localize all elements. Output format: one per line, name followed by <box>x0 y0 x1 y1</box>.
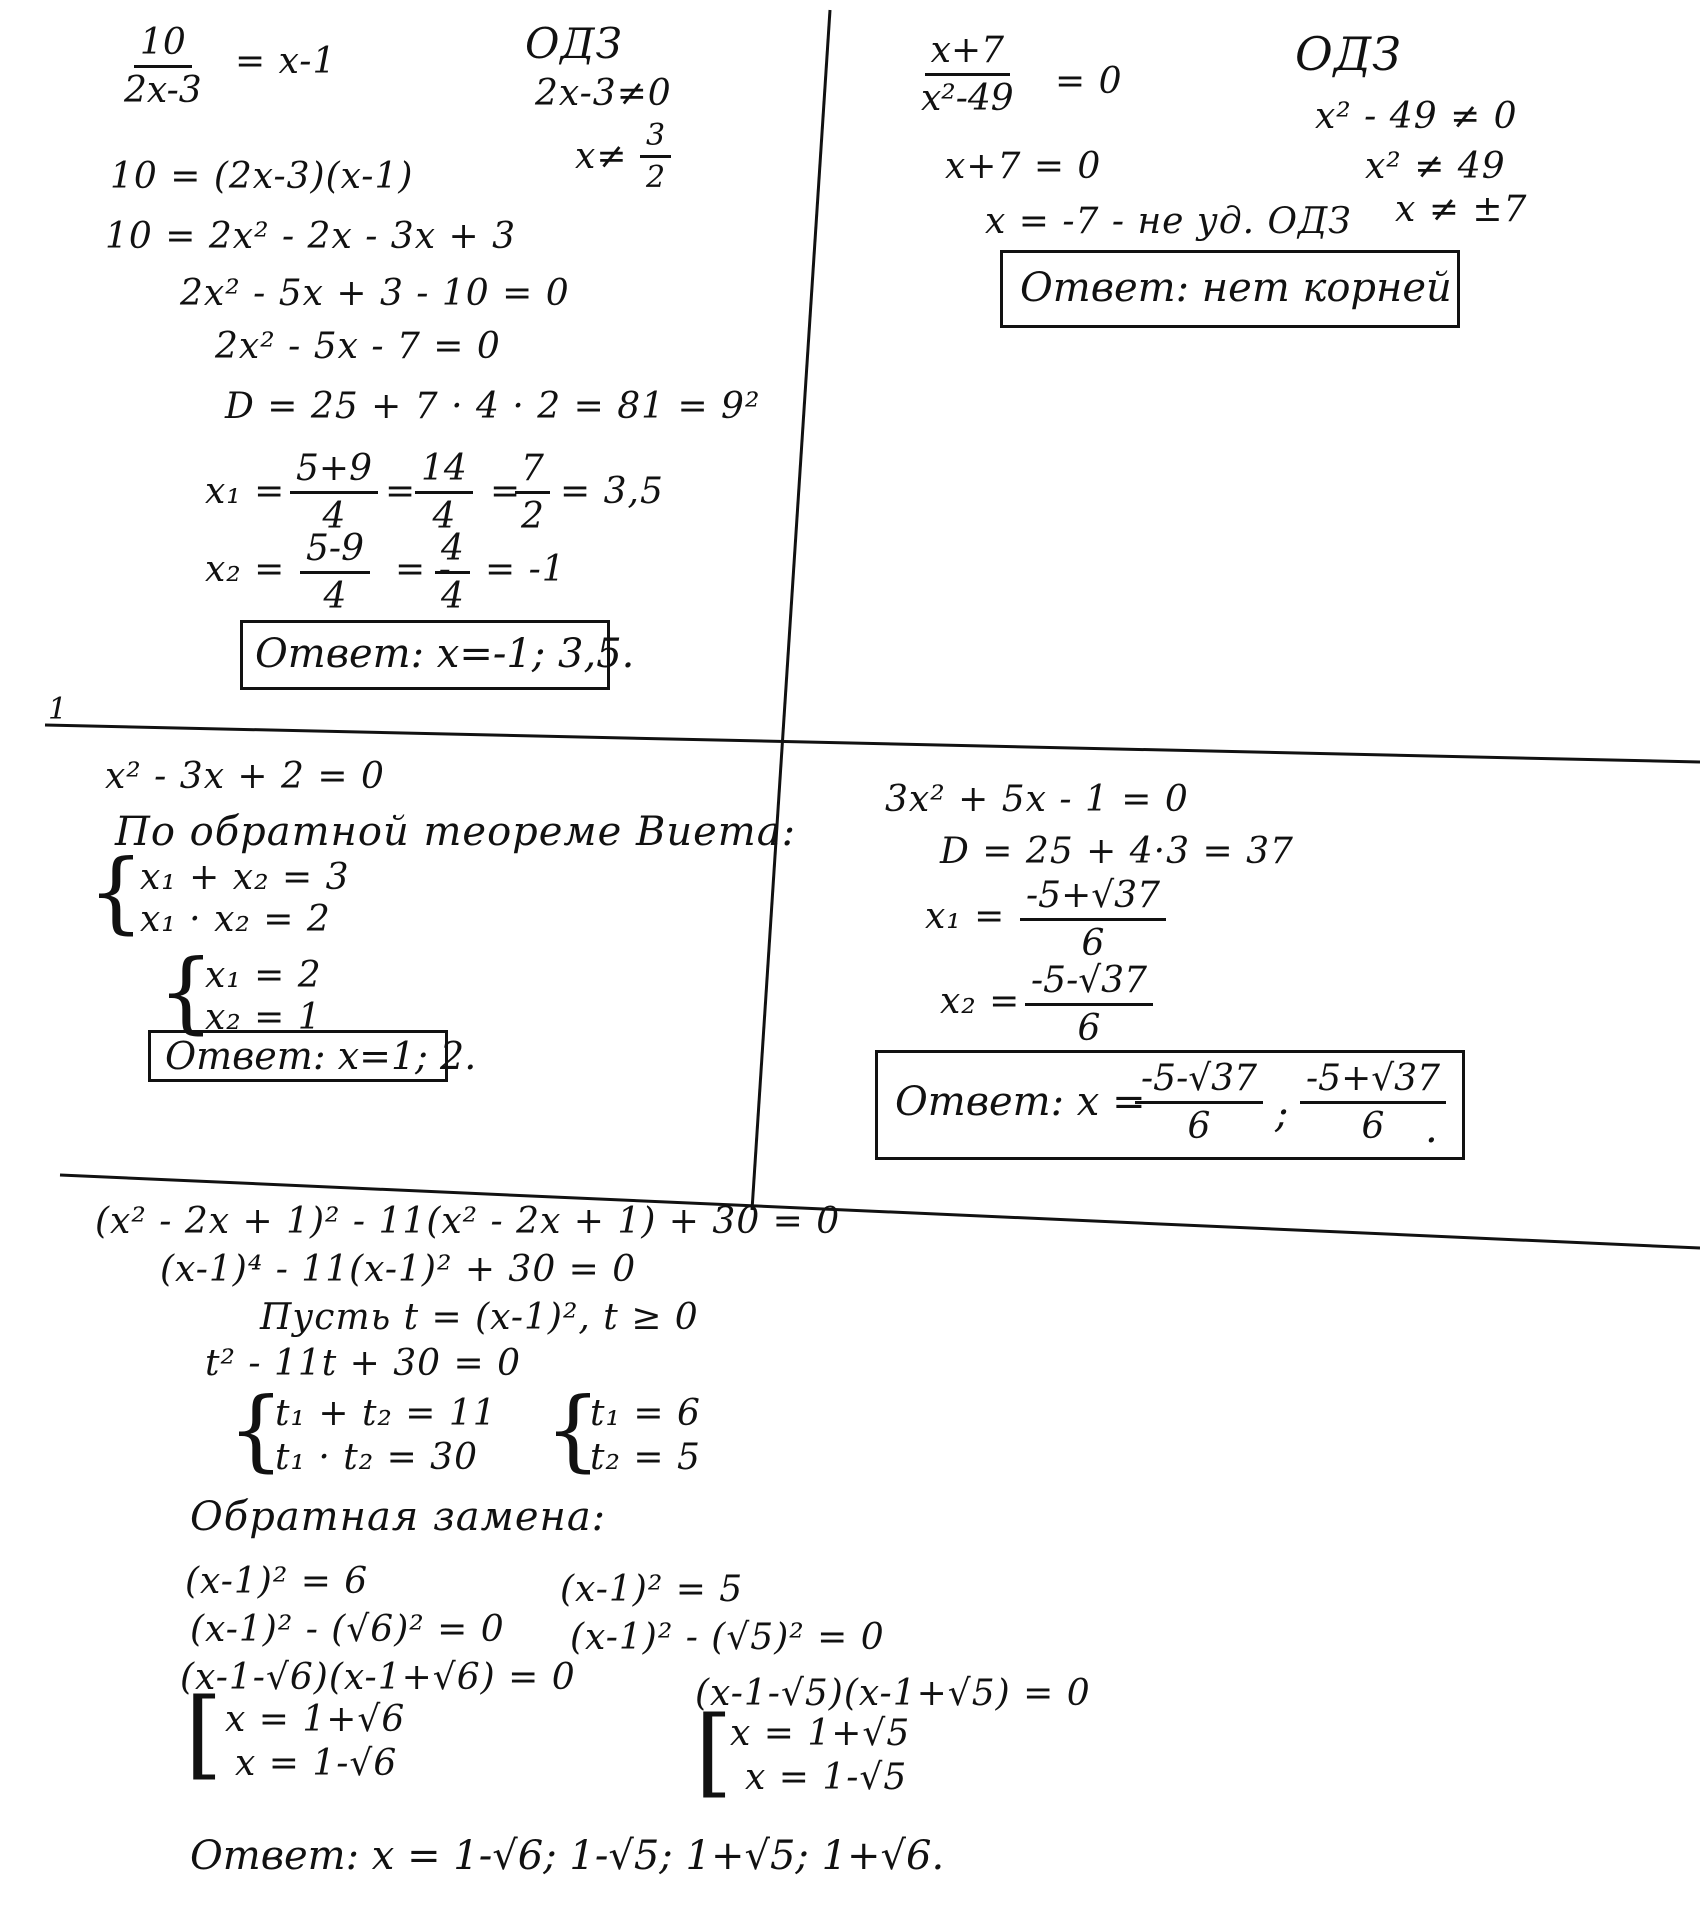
p1-odz-numerator: 3 <box>640 118 671 158</box>
p2-eq-denominator: x²-49 <box>921 78 1014 119</box>
p5-right-line-3: (x-1-√5)(x-1+√5) = 0 <box>695 1673 1091 1714</box>
p4-x1-numerator: -5+√37 <box>1020 875 1166 921</box>
p5-back-substitution: Обратная замена: <box>190 1494 607 1540</box>
p4-ans-f2-num: -5+√37 <box>1300 1058 1446 1104</box>
p1-step-1: 10 = (2x-3)(x-1) <box>110 156 414 197</box>
p1-eq-denominator: 2x-3 <box>124 70 202 111</box>
p3-answer: Ответ: x=1; 2. <box>165 1034 477 1078</box>
p3-system-2-line-b: x₂ = 1 <box>205 997 322 1038</box>
p4-discriminant: D = 25 + 4·3 = 37 <box>940 831 1294 872</box>
p1-x2-tail: = -1 <box>485 549 566 590</box>
p1-x1-lhs: x₁ = <box>205 471 286 512</box>
p5-left-bracket: [ <box>185 1678 223 1790</box>
p1-odz-line-2-lhs: x≠ <box>575 136 628 177</box>
p1-x1-f3-den: 2 <box>521 496 544 537</box>
p1-x2-fraction-2 <box>435 528 470 617</box>
p1-odz-fraction <box>640 118 671 195</box>
p1-x1-f3-num: 7 <box>515 448 550 494</box>
p3-marker: 1 <box>48 692 69 727</box>
p1-x1-fraction-1 <box>290 448 378 537</box>
p4-answer-fraction-1 <box>1135 1058 1263 1147</box>
p3-vieta-caption: По обратной теореме Виета: <box>115 809 797 855</box>
p4-answer-lhs: Ответ: x = <box>895 1079 1146 1125</box>
p5-right-root-b: x = 1-√5 <box>745 1757 908 1798</box>
p5-right-bracket: [ <box>695 1696 733 1808</box>
p4-x2-lhs: x₂ = <box>940 981 1021 1022</box>
p2-odz-line-3: x ≠ ±7 <box>1395 189 1528 230</box>
p4-x1-denominator: 6 <box>1081 923 1105 964</box>
p5-step-3: Пусть t = (x-1)², t ≥ 0 <box>260 1297 699 1338</box>
vertical-divider <box>752 10 830 1210</box>
p2-step-2: x = -7 - не уд. ОДЗ <box>985 201 1352 242</box>
p2-odz-line-1: x² - 49 ≠ 0 <box>1315 96 1518 137</box>
p4-answer-separator: ; <box>1275 1091 1289 1137</box>
p4-ans-f1-den: 6 <box>1187 1106 1211 1147</box>
p1-x2-f2-num: 4 <box>435 528 470 574</box>
p1-eq-numerator: 10 <box>134 22 192 68</box>
p4-x2-numerator: -5-√37 <box>1025 960 1153 1006</box>
p2-eq-rhs: = 0 <box>1055 61 1123 102</box>
p4-x1-fraction <box>1020 875 1166 964</box>
p3-system-1-brace: { <box>88 840 144 943</box>
p1-step-2: 10 = 2x² - 2x - 3x + 3 <box>105 216 516 257</box>
p5-system-2-line-a: t₁ = 6 <box>590 1393 701 1434</box>
p4-equation: 3x² + 5x - 1 = 0 <box>885 779 1189 820</box>
p5-right-root-a: x = 1+√5 <box>730 1713 911 1754</box>
p2-eq-numerator: x+7 <box>925 30 1010 76</box>
p1-odz-denominator: 2 <box>646 160 666 195</box>
p1-answer: Ответ: x=-1; 3,5. <box>255 631 635 677</box>
p1-odz-title: ОДЗ <box>525 19 623 68</box>
p5-system-1-line-a: t₁ + t₂ = 11 <box>275 1393 497 1434</box>
p1-step-5: D = 25 + 7 · 4 · 2 = 81 = 9² <box>225 386 761 427</box>
p1-x2-f2-den: 4 <box>441 576 464 617</box>
p1-step-4: 2x² - 5x - 7 = 0 <box>215 326 501 367</box>
p1-x1-f2-num: 14 <box>415 448 473 494</box>
p2-step-1: x+7 = 0 <box>945 146 1102 187</box>
p3-equation: x² - 3x + 2 = 0 <box>105 756 385 797</box>
p4-x2-fraction <box>1025 960 1153 1049</box>
p5-step-1: (x² - 2x + 1)² - 11(x² - 2x + 1) + 30 = 0 <box>95 1201 841 1242</box>
p2-answer: Ответ: нет корней <box>1020 265 1452 311</box>
p5-step-4: t² - 11t + 30 = 0 <box>205 1343 522 1384</box>
p4-ans-f2-den: 6 <box>1361 1106 1385 1147</box>
p1-x2-mid: = - <box>395 549 452 590</box>
p5-right-line-2: (x-1)² - (√5)² = 0 <box>570 1617 885 1658</box>
p1-x2-f1-num: 5-9 <box>300 528 370 574</box>
p5-right-line-1: (x-1)² = 5 <box>560 1569 744 1610</box>
p5-answer: Ответ: x = 1-√6; 1-√5; 1+√5; 1+√6. <box>190 1833 945 1879</box>
p4-x2-denominator: 6 <box>1077 1008 1101 1049</box>
p5-system-1-line-b: t₁ · t₂ = 30 <box>275 1437 478 1478</box>
p1-x1-fraction-2 <box>415 448 473 537</box>
p2-odz-title: ОДЗ <box>1295 27 1402 81</box>
p5-left-line-1: (x-1)² = 6 <box>185 1561 369 1602</box>
p5-left-root-a: x = 1+√6 <box>225 1699 406 1740</box>
p1-odz-line-1: 2x-3≠0 <box>535 73 672 114</box>
p1-x1-f2-den: 4 <box>432 496 456 537</box>
p5-left-line-3: (x-1-√6)(x-1+√6) = 0 <box>180 1657 576 1698</box>
p2-equation-fraction <box>915 30 1020 119</box>
p3-system-2-line-a: x₁ = 2 <box>205 955 322 996</box>
p1-equation-fraction <box>118 22 208 111</box>
p5-left-root-b: x = 1-√6 <box>235 1743 398 1784</box>
p1-x1-fraction-3 <box>515 448 550 537</box>
p2-odz-line-2: x² ≠ 49 <box>1365 146 1506 187</box>
p5-left-line-2: (x-1)² - (√6)² = 0 <box>190 1609 505 1650</box>
p1-x1-f1-den: 4 <box>322 496 346 537</box>
p4-ans-f1-num: -5-√37 <box>1135 1058 1263 1104</box>
p1-x1-eq2: = <box>490 471 522 512</box>
p4-answer-end: . <box>1425 1106 1438 1152</box>
p1-x2-fraction-1 <box>300 528 370 617</box>
p3-system-1-line-b: x₁ · x₂ = 2 <box>140 899 331 940</box>
p1-eq-rhs: = x-1 <box>235 41 337 82</box>
p5-step-2: (x-1)⁴ - 11(x-1)² + 30 = 0 <box>160 1249 637 1290</box>
p5-system-1-brace: { <box>228 1378 284 1481</box>
p1-step-3: 2x² - 5x + 3 - 10 = 0 <box>180 273 570 314</box>
p1-x1-tail: = 3,5 <box>560 471 664 512</box>
p1-x1-eq: = <box>385 471 417 512</box>
p3-system-1-line-a: x₁ + x₂ = 3 <box>140 857 350 898</box>
p1-x2-f1-den: 4 <box>323 576 347 617</box>
p3-system-2-brace: { <box>158 940 214 1043</box>
p1-x1-f1-num: 5+9 <box>290 448 378 494</box>
p4-x1-lhs: x₁ = <box>925 896 1006 937</box>
p5-system-2-line-b: t₂ = 5 <box>590 1437 701 1478</box>
p1-x2-lhs: x₂ = <box>205 549 286 590</box>
p5-system-2-brace: { <box>545 1378 601 1481</box>
